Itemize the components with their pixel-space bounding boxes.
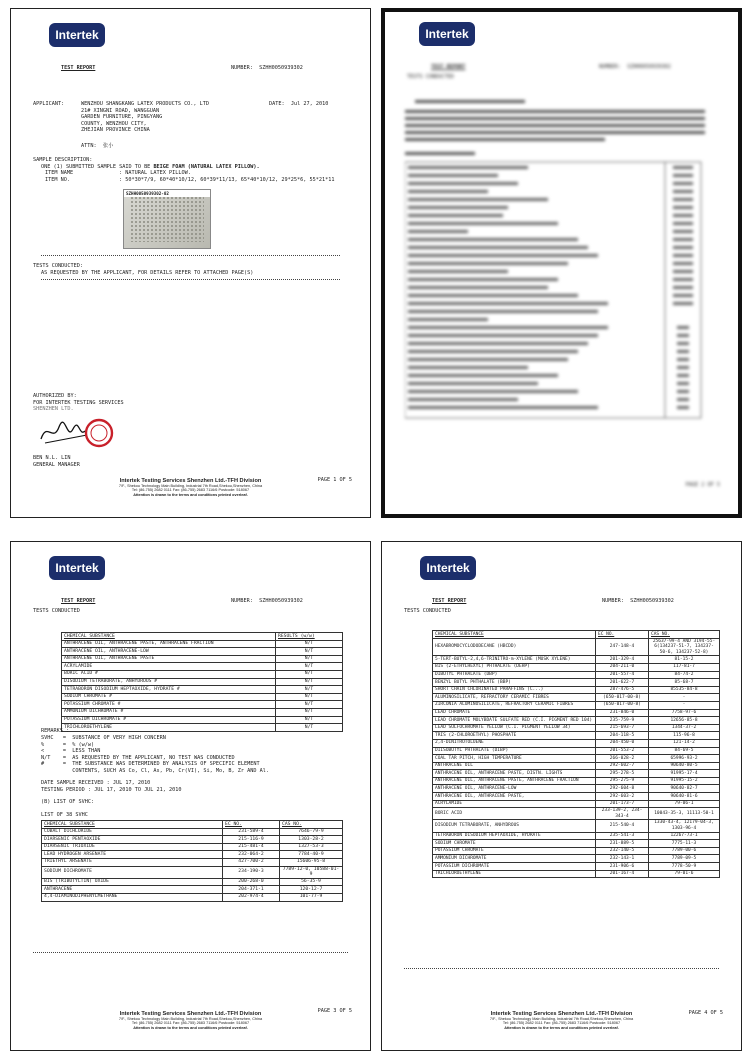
col-cas: CAS NO. (280, 821, 343, 829)
report-date: DATE: Jul 27, 2010 (269, 101, 329, 107)
table-row (62, 663, 343, 671)
intertek-logo: Intertek (419, 22, 475, 46)
value-cell: 115-96-8 (649, 732, 720, 740)
signer-title: GENERAL MANAGER (33, 461, 80, 468)
substance-cell: BENZYL BUTYL PHTHALATE (BBP) (433, 679, 596, 687)
department: SHENZHEN LTD. (33, 406, 74, 413)
value-cell: 200-268-0 (223, 878, 280, 886)
value-cell: 79-06-1 (649, 800, 720, 808)
value-cell: 90640-80-5 (649, 762, 720, 770)
value-cell: 25637-99-4 AND 3194-55-6(134237-51-7, 134237-50-6, 134237-52-8) (649, 638, 720, 656)
report-title: TEST REPORT (61, 598, 96, 604)
page-number: PAGE 2 OF 5 (685, 482, 720, 488)
report-page-3 (10, 541, 371, 1051)
value-cell: 292-604-8 (596, 785, 649, 793)
table-row (62, 655, 343, 663)
col-cas: CAS NO. (649, 631, 720, 639)
col-ec: EC NO. (596, 631, 649, 639)
value-cell: 7789-12-0, 10588-01-9 (280, 866, 343, 878)
substance-cell: TRIETHYL ARSENATE (42, 858, 223, 866)
remarks-label: REMARKS : (41, 728, 70, 734)
table-row (433, 863, 720, 871)
item-no: : 50*30*7/9, 60*40*10/12, 60*39*11/13, 65*40*10/12, 29*25*6, 55*21*11 (119, 176, 335, 183)
report-number: NUMBER: SZHH0050939302 (602, 598, 674, 604)
table-row (62, 724, 343, 732)
table-row (62, 708, 343, 716)
value-cell: 232-140-5 (596, 847, 649, 855)
substance-cell: ANTHRACENE OIL, ANTHRACENE-LOW (62, 648, 276, 656)
table-row (62, 678, 343, 686)
value-cell: 7789-00-6 (649, 847, 720, 855)
page-number: PAGE 4 OF 5 (688, 1010, 723, 1016)
table-row (433, 870, 720, 878)
sample-photo (123, 189, 211, 249)
substance-cell: ANTHRACENE OIL, ANTHRACENE PASTE, ANTHRACENE FRACTION (433, 777, 596, 785)
value-cell: 7775-11-3 (649, 840, 720, 848)
substance-cell: ACRYLAMIDE (433, 800, 596, 808)
tests-conducted: TESTS CONDUCTED (407, 74, 454, 80)
divider (33, 952, 348, 955)
value-cell: 232-143-1 (596, 855, 649, 863)
divider (41, 279, 340, 282)
value-cell: 204-371-1 (223, 886, 280, 894)
item-name-label: ITEM NAME (45, 170, 74, 177)
table-row (433, 762, 720, 770)
substance-cell: ANTHRACENE OIL, ANTHRACENE PASTE, (433, 793, 596, 801)
substance-cell: POTASSIUM CHROMATE # (62, 701, 276, 709)
table-row (42, 886, 343, 894)
substance-cell: BORIC ACID # (62, 670, 276, 678)
col-results: RESULTS (w/w) (276, 633, 343, 641)
value-cell: 215-693-7 (596, 724, 649, 732)
substance-cell: ZIRCONIA ALUMINOSILICATE, REFRACTORY CERAMIC FIBRES (433, 701, 596, 709)
substance-cell: DIBUTYL PHTHALATE (DBP) (433, 671, 596, 679)
value-cell: N/T (276, 693, 343, 701)
substance-cell: DIARSENIC TRIOXIDE (42, 843, 223, 851)
value-cell: 7778-50-9 (649, 863, 720, 871)
value-cell: 202-974-4 (223, 893, 280, 901)
table-row (433, 847, 720, 855)
substance-cell: DISODIUM TETRABORATE, ANHYDROUS (433, 820, 596, 832)
value-cell: 231-906-6 (596, 863, 649, 871)
value-cell: 7789-09-5 (649, 855, 720, 863)
value-cell: 7758-97-6 (649, 709, 720, 717)
blurred-text-block (405, 100, 725, 420)
value-cell: 90640-81-6 (649, 793, 720, 801)
value-cell: 201-622-7 (596, 679, 649, 687)
svhc-table-continued (432, 630, 720, 878)
substance-cell: SODIUM CHROMATE # (62, 693, 276, 701)
table-row (62, 693, 343, 701)
table-row (433, 739, 720, 747)
intertek-logo: Intertek (49, 23, 105, 47)
table-row (433, 832, 720, 840)
table-row (42, 858, 343, 866)
col-substance: CHEMICAL SUBSTANCE (42, 821, 223, 829)
for-company: FOR INTERTEK TESTING SERVICES (33, 399, 124, 406)
testing-period: TESTING PERIOD : JUL 17, 2010 TO JUL 21, 2010 (41, 786, 182, 793)
substance-cell: 4,4-DIAMINODIPHENYLMETHANE (42, 893, 223, 901)
value-cell: 101-77-9 (280, 893, 343, 901)
report-title: TEST REPORT (432, 598, 467, 604)
value-cell: - (649, 701, 720, 709)
substance-cell: ANTHRACENE OIL, ANTHRACENE PASTE, DISTN. LIGHTS (433, 770, 596, 778)
value-cell: N/T (276, 701, 343, 709)
substance-cell: SODIUM DICHROMATE (42, 866, 223, 878)
table-row (42, 836, 343, 844)
value-cell: 204-118-5 (596, 732, 649, 740)
report-page-2 (381, 8, 742, 518)
signature-and-seal (37, 413, 117, 451)
value-cell: 231-846-0 (596, 709, 649, 717)
table-row (433, 785, 720, 793)
substance-cell: SODIUM CHROMATE (433, 840, 596, 848)
value-cell: 91995-15-2 (649, 777, 720, 785)
col-substance: CHEMICAL SUBSTANCE (62, 633, 276, 641)
value-cell: 292-603-2 (596, 793, 649, 801)
table-row (42, 893, 343, 901)
value-cell: (650-017-00-8) (596, 701, 649, 709)
substance-cell: COAL TAR PITCH, HIGH TEMPERATURE (433, 755, 596, 763)
value-cell: 90640-82-7 (649, 785, 720, 793)
substance-cell: ANTHRACENE OIL, ANTHRACENE PASTE, ANTHRACENE FRACTION (62, 640, 276, 648)
value-cell: 234-190-3 (223, 866, 280, 878)
value-cell: 427-700-2 (223, 858, 280, 866)
table-row (433, 717, 720, 725)
value-cell: 215-116-9 (223, 836, 280, 844)
substance-cell: AMMONIUM DICHROMATE # (62, 708, 276, 716)
substance-cell: ACRYLAMIDE (62, 663, 276, 671)
table-row (62, 716, 343, 724)
value-cell: 266-028-2 (596, 755, 649, 763)
table-row (433, 820, 720, 832)
table-row (42, 878, 343, 886)
substance-cell: POTASSIUM DICHROMATE # (62, 716, 276, 724)
applicant-address: WENZHOU SHANGKANG LATEX PRODUCTS CO., LTD 21# XINGNI ROAD, WANGGUAN GARDEN FURNITURE, PINGYANG COUNTY, WENZHOU CITY, ZHEJIAN PROVINCE CHINA (81, 101, 210, 134)
svhc-table (41, 820, 343, 902)
substance-cell: TETRABORON DISODIUM HEPTAOXIDE, HYDRATE # (62, 686, 276, 694)
page-number: PAGE 1 OF 5 (317, 477, 352, 483)
table-row (433, 694, 720, 702)
value-cell: 295-275-9 (596, 777, 649, 785)
table-row (433, 679, 720, 687)
value-cell: 233-139-2, 234-343-4 (596, 808, 649, 820)
substance-cell: TETRABORON DISODIUM HEPTAOXIDE, HYDRATE (433, 832, 596, 840)
tests-conducted: TESTS CONDUCTED (404, 608, 451, 614)
value-cell: 7646-79-9 (280, 828, 343, 836)
svhc-list-label: (B) LIST OF SVHC: (41, 799, 95, 805)
report-number: NUMBER: SZHH0050939302 (231, 598, 303, 604)
table-row (433, 770, 720, 778)
value-cell: 85-68-7 (649, 679, 720, 687)
sample-description-label: SAMPLE DESCRIPTION: (33, 157, 93, 163)
substance-cell: BIS (TRIBUTYLTIN) OXIDE (42, 878, 223, 886)
tests-conducted-text: AS REQUESTED BY THE APPLICANT, FOR DETAILS REFER TO ATTACHED PAGE(S) (41, 269, 254, 276)
table-row (433, 656, 720, 664)
value-cell: 292-602-7 (596, 762, 649, 770)
value-cell: 65996-93-2 (649, 755, 720, 763)
report-title: TEST REPORT (61, 65, 96, 71)
value-cell: 121-14-2 (649, 739, 720, 747)
substance-cell: ALUMINOSILICATE, REFRACTORY CERAMIC FIBRES (433, 694, 596, 702)
value-cell: N/T (276, 655, 343, 663)
col-ec: EC NO. (223, 821, 280, 829)
date-received: DATE SAMPLE RECEIVED : JUL 17, 2010 (41, 780, 151, 786)
substance-cell: LEAD CHROMATE (433, 709, 596, 717)
value-cell: 84-69-5 (649, 747, 720, 755)
substance-cell: TRIS (2-CHLOROETHYL) PHOSPHATE (433, 732, 596, 740)
value-cell: - (649, 694, 720, 702)
results-table (61, 632, 343, 732)
table-row (433, 747, 720, 755)
value-cell: 85535-84-8 (649, 686, 720, 694)
value-cell: 1330-43-4, 12179-04-3, 1303-96-4 (649, 820, 720, 832)
substance-cell: COBALT DICHLORIDE (42, 828, 223, 836)
value-cell: 231-889-5 (596, 840, 649, 848)
table-row (433, 777, 720, 785)
substance-cell: ANTHRACENE (42, 886, 223, 894)
table-row (42, 828, 343, 836)
value-cell: 1327-53-3 (280, 843, 343, 851)
value-cell: 7784-40-9 (280, 851, 343, 859)
table-row (433, 808, 720, 820)
value-cell: 204-211-0 (596, 663, 649, 671)
item-name: : NATURAL LATEX PILLOW. (119, 170, 191, 177)
svhc-list-title: LIST OF 38 SVHC (41, 812, 88, 818)
table-row (433, 638, 720, 656)
divider (41, 255, 340, 258)
value-cell: 201-167-4 (596, 870, 649, 878)
value-cell: N/T (276, 640, 343, 648)
value-cell: 79-01-6 (649, 870, 720, 878)
table-row (433, 724, 720, 732)
report-page-1 (10, 8, 371, 518)
value-cell: 84-74-2 (649, 671, 720, 679)
value-cell: 231-589-4 (223, 828, 280, 836)
item-no-label: ITEM NO. (45, 176, 70, 183)
value-cell: N/T (276, 648, 343, 656)
table-row (42, 851, 343, 859)
table-row (433, 709, 720, 717)
report-number: NUMBER: SZHH0050939302 (231, 65, 303, 71)
table-row (433, 686, 720, 694)
value-cell: 201-173-7 (596, 800, 649, 808)
value-cell: 120-12-7 (280, 886, 343, 894)
divider (404, 968, 719, 971)
substance-cell: TRICHLOROETHYLENE (62, 724, 276, 732)
report-title: TEST REPORT (431, 64, 466, 70)
value-cell: 1344-37-2 (649, 724, 720, 732)
sample-description: ONE (1) SUBMITTED SAMPLE SAID TO BE BEIGE FOAM (NATURAL LATEX PILLOW). (41, 163, 260, 170)
substance-cell: DIARSENIC PENTAOXIDE (42, 836, 223, 844)
value-cell: N/T (276, 716, 343, 724)
table-row (42, 866, 343, 878)
page-footer: Intertek Testing Services Shenzhen Ltd.-TFH Division 7/F., Shekou Technology Main Building, Industrial 7th Road,Shekou,Shenzhen, China Tel: (86-755) 2682 0111 Fax: (86-755) 2683 7116/6 Postcode: 518067 Attention is drawn to the terms and conditions printed overleaf. (489, 1010, 634, 1030)
value-cell: N/T (276, 686, 343, 694)
table-row (62, 701, 343, 709)
substance-cell: LEAD HYDROGEN ARSENATE (42, 851, 223, 859)
substance-cell: POTASSIUM CHROMATE (433, 847, 596, 855)
intertek-logo: Intertek (420, 556, 476, 580)
table-row (433, 732, 720, 740)
substance-cell: LEAD CHROMATE MOLYBDATE SULFATE RED (C.I. PIGMENT RED 104) (433, 717, 596, 725)
value-cell: N/T (276, 663, 343, 671)
value-cell: 10043-35-3, 11113-50-1 (649, 808, 720, 820)
value-cell: 235-759-9 (596, 717, 649, 725)
substance-cell: BORIC ACID (433, 808, 596, 820)
tests-conducted: TESTS CONDUCTED (33, 608, 80, 614)
value-cell: 91995-17-4 (649, 770, 720, 778)
value-cell: N/T (276, 670, 343, 678)
value-cell: 56-35-9 (280, 878, 343, 886)
value-cell: 235-541-3 (596, 832, 649, 840)
table-row (433, 855, 720, 863)
value-cell: 232-064-2 (223, 851, 280, 859)
page-footer: Intertek Testing Services Shenzhen Ltd.-TFH Division 7/F., Shekou Technology Main Building, Industrial 7th Road,Shekou,Shenzhen, China Tel: (86-755) 2682 0111 Fax: (86-755) 2683 7116/6 Postcode: 518067 Attention is drawn to the terms and conditions printed overleaf. (118, 1010, 263, 1030)
table-row (433, 840, 720, 848)
table-row (433, 800, 720, 808)
table-row (62, 670, 343, 678)
value-cell: N/T (276, 678, 343, 686)
substance-cell: LEAD SULFOCHROMATE YELLOW (C.I. PIGMENT YELLOW 34) (433, 724, 596, 732)
page-footer: Intertek Testing Services Shenzhen Ltd.-TFH Division 7/F., Shekou Technology Main Building, Industrial 7th Road,Shekou,Shenzhen, China Tel: (86-755) 2682 0111 Fax: (86-755) 2683 7116/6 Postcode: 518067 Attention is drawn to the terms and conditions printed overleaf. (118, 477, 263, 497)
value-cell: 81-15-2 (649, 656, 720, 664)
tests-conducted-label: TESTS CONDUCTED: (33, 263, 83, 269)
signer-name: BEN N.L. LIN (33, 455, 71, 461)
value-cell: 12656-85-8 (649, 717, 720, 725)
substance-cell: DIISOBUTYL PHTHALATE (DIBP) (433, 747, 596, 755)
value-cell: 247-148-4 (596, 638, 649, 656)
substance-cell: TRICHLOROETHYLENE (433, 870, 596, 878)
remarks: SVHC = SUBSTANCE OF VERY HIGH CONCERN % = % (w/w) < = LESS THAN N/T = AS REQUESTED BY THE APPLICANT, NO TEST WAS CONDUCTED # = THE SUBSTANCE WAS DETERMINED BY ANALYSIS OF SPECIFIC ELEMENT CONTENTS, SUCH AS Co, Cl, As, Pb, Cr(VI), Si, Mo, B, Zr AND Al. (41, 735, 269, 774)
value-cell: 201-329-4 (596, 656, 649, 664)
value-cell: 15606-95-8 (280, 858, 343, 866)
page-number: PAGE 3 OF 5 (317, 1008, 352, 1014)
substance-cell: BIS (2-ETHYLHEXYL) PHTHALATE (DEHP) (433, 663, 596, 671)
table-row (62, 686, 343, 694)
table-row (433, 663, 720, 671)
table-row (62, 640, 343, 648)
value-cell: 295-278-5 (596, 770, 649, 778)
value-cell: 201-553-2 (596, 747, 649, 755)
substance-cell: HEXABROMOCYCLODODECANE (HBCDD) (433, 638, 596, 656)
attn: ATTN: 张小 (81, 143, 114, 149)
table-row (62, 648, 343, 656)
value-cell: 215-540-4 (596, 820, 649, 832)
value-cell: 1303-28-2 (280, 836, 343, 844)
value-cell: N/T (276, 708, 343, 716)
intertek-logo: Intertek (49, 556, 105, 580)
substance-cell: ANTHRACENE OIL, ANTHRACENE-LOW (433, 785, 596, 793)
substance-cell: SHORT CHAIN CHLORINATED PARAFFINS (C...) (433, 686, 596, 694)
substance-cell: AMMONIUM DICHROMATE (433, 855, 596, 863)
substance-cell: 5-TERT-BUTYL-2,4,6-TRINITRO-m-XYLENE (MUSK XYLENE) (433, 656, 596, 664)
value-cell: 287-476-5 (596, 686, 649, 694)
value-cell: N/T (276, 724, 343, 732)
value-cell: 215-481-4 (223, 843, 280, 851)
table-row (42, 843, 343, 851)
substance-cell: POTASSIUM DICHROMATE (433, 863, 596, 871)
value-cell: 204-450-0 (596, 739, 649, 747)
table-row (433, 793, 720, 801)
substance-cell: ANTHRACENE OIL (433, 762, 596, 770)
substance-cell: 2,4-DINITROTOLUENE (433, 739, 596, 747)
value-cell: (650-017-00-8) (596, 694, 649, 702)
table-row (433, 671, 720, 679)
col-substance: CHEMICAL SUBSTANCE (433, 631, 596, 639)
applicant-label: APPLICANT: (33, 101, 65, 107)
table-row (433, 755, 720, 763)
photo-label: SZHH0050939302-02 (124, 190, 210, 197)
value-cell: 201-557-4 (596, 671, 649, 679)
substance-cell: ANTHRACENE OIL, ANTHRACENE PASTE (62, 655, 276, 663)
report-number: NUMBER: SZHH0050939302 (599, 64, 671, 70)
substance-cell: DISODIUM TETRABORATE, ANHYDROUS # (62, 678, 276, 686)
authorized-by: AUTHORIZED BY: (33, 393, 77, 399)
table-row (433, 701, 720, 709)
report-page-4 (381, 541, 742, 1051)
value-cell: 12267-73-1 (649, 832, 720, 840)
value-cell: 117-81-7 (649, 663, 720, 671)
